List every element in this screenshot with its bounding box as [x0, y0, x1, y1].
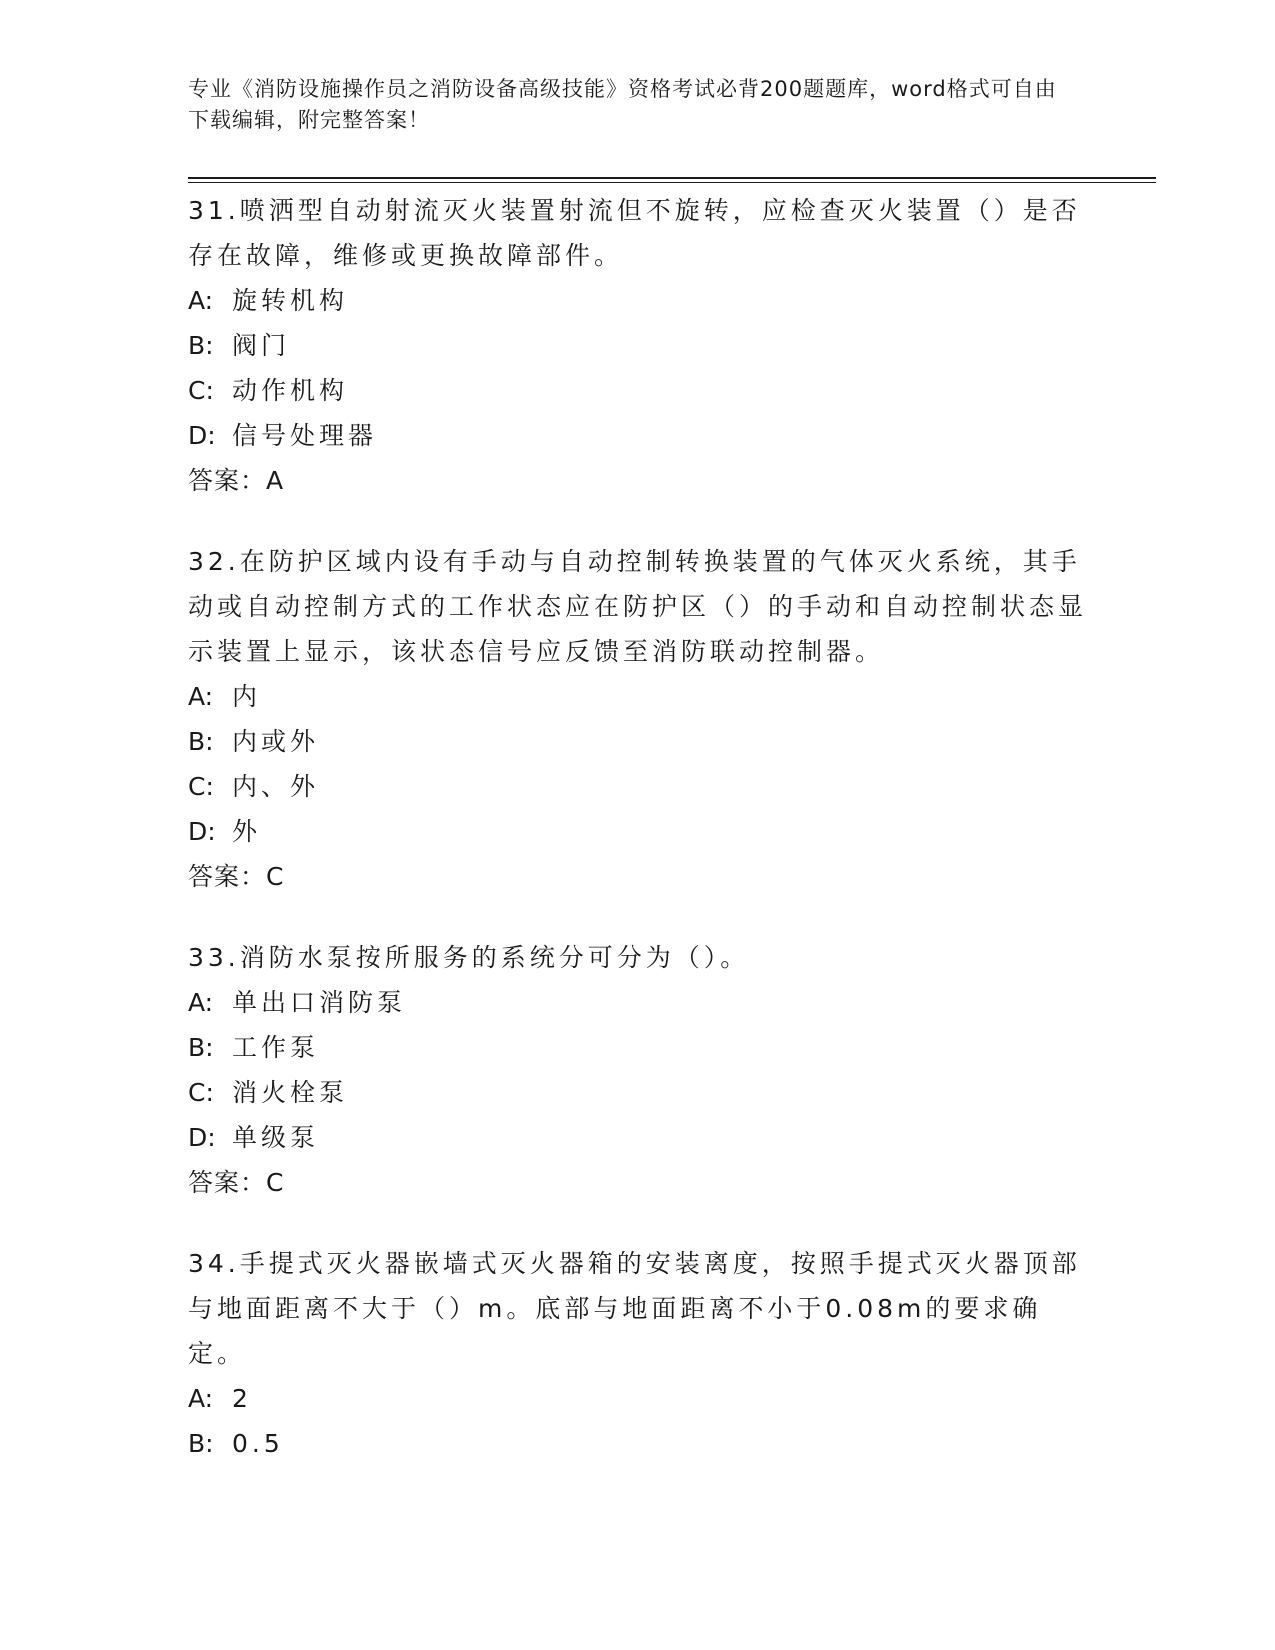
- option-b: [188, 719, 1088, 764]
- question-34: [188, 1241, 1088, 1466]
- answer-line: 答案：A: [188, 466, 285, 495]
- answer-line: 答案：C: [188, 862, 285, 891]
- question-stem: 31.喷洒型自动射流灭火装置射流但不旋转，应检查灭火装置（）是否存在故障，维修或更换故障部件。: [188, 196, 1081, 270]
- question-31: [188, 188, 1088, 503]
- option-a: [188, 278, 1088, 323]
- question-33: [188, 935, 1088, 1205]
- option-key: A:: [188, 988, 214, 1017]
- question-list: [188, 188, 1088, 1502]
- option-text: 阀门: [232, 331, 291, 360]
- option-text: 单级泵: [232, 1123, 320, 1152]
- question-stem: 34.手提式灭火器嵌墙式灭火器箱的安装离度，按照手提式灭火器顶部与地面距离不大于（）m。底部与地面距离不小于0.08m的要求确定。: [188, 1249, 1081, 1368]
- option-d: [188, 1115, 1088, 1160]
- option-text: 单出口消防泵: [232, 988, 407, 1017]
- option-text: 内: [232, 682, 262, 711]
- option-key: C:: [188, 1078, 214, 1107]
- option-key: B:: [188, 331, 214, 360]
- option-b: [188, 1421, 1088, 1466]
- option-text: 2: [232, 1384, 252, 1413]
- option-key: C:: [188, 376, 214, 405]
- option-text: 旋转机构: [232, 286, 349, 315]
- option-d: [188, 413, 1088, 458]
- header-divider-thick: [188, 177, 1156, 179]
- option-text: 工作泵: [232, 1033, 320, 1062]
- option-key: D:: [188, 421, 216, 450]
- option-key: D:: [188, 1123, 216, 1152]
- document-header: 专业《消防设施操作员之消防设备高级技能》资格考试必背200题题库，word格式可自由下载编辑，附完整答案！: [188, 77, 1057, 132]
- option-text: 外: [232, 817, 262, 846]
- option-key: D:: [188, 817, 216, 846]
- option-text: 0.5: [232, 1429, 284, 1458]
- option-key: B:: [188, 1429, 214, 1458]
- option-text: 信号处理器: [232, 421, 378, 450]
- option-text: 内、外: [232, 772, 320, 801]
- option-c: [188, 1070, 1088, 1115]
- option-text: 消火栓泵: [232, 1078, 349, 1107]
- option-c: [188, 764, 1088, 809]
- question-stem: 33.消防水泵按所服务的系统分可分为（）。: [188, 943, 750, 972]
- option-a: [188, 1376, 1088, 1421]
- option-d: [188, 809, 1088, 854]
- option-key: B:: [188, 1033, 214, 1062]
- option-key: A:: [188, 1384, 214, 1413]
- option-text: 动作机构: [232, 376, 349, 405]
- option-key: A:: [188, 286, 214, 315]
- option-c: [188, 368, 1088, 413]
- option-a: [188, 980, 1088, 1025]
- answer-line: 答案：C: [188, 1168, 285, 1197]
- question-32: [188, 539, 1088, 899]
- option-b: [188, 323, 1088, 368]
- option-text: 内或外: [232, 727, 320, 756]
- option-b: [188, 1025, 1088, 1070]
- option-key: B:: [188, 727, 214, 756]
- option-key: A:: [188, 682, 214, 711]
- header-divider-thin: [188, 182, 1156, 183]
- option-key: C:: [188, 772, 214, 801]
- option-a: [188, 674, 1088, 719]
- question-stem: 32.在防护区域内设有手动与自动控制转换装置的气体灭火系统，其手动或自动控制方式的工作状态应在防护区（）的手动和自动控制状态显示装置上显示，该状态信号应反馈至消防联动控制器。: [188, 547, 1088, 666]
